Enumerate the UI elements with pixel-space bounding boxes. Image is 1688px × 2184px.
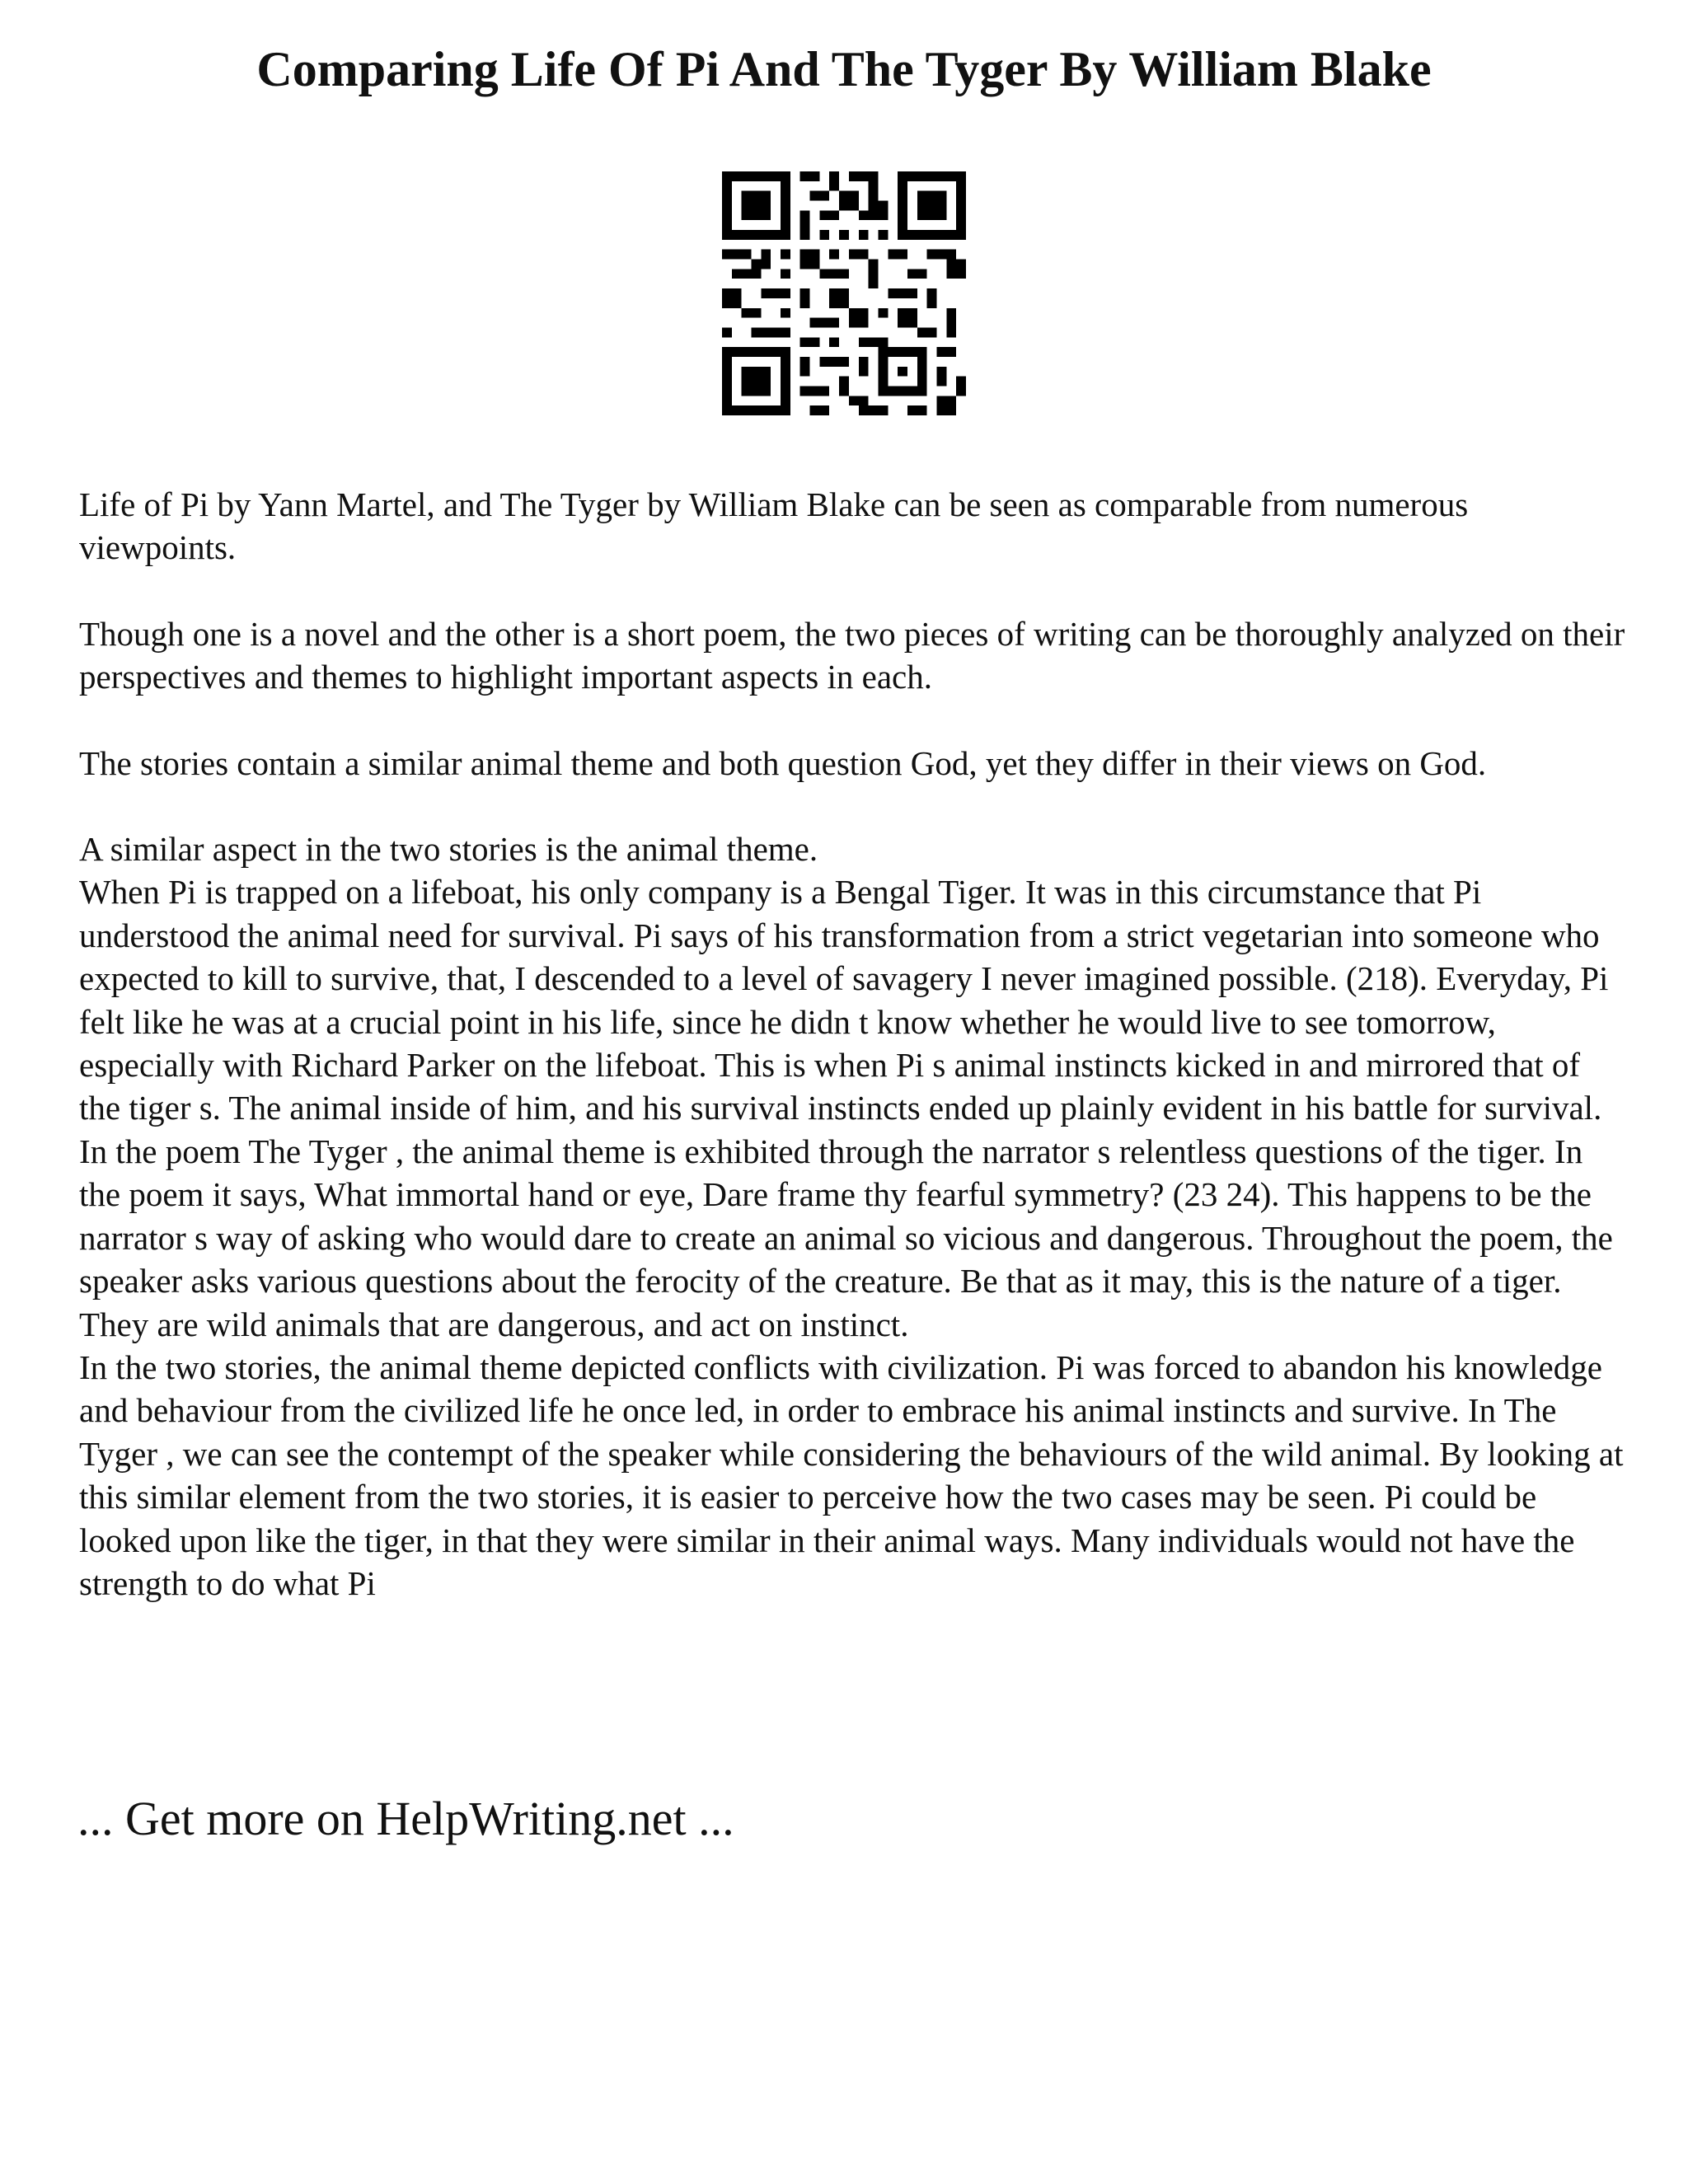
paragraph: The stories contain a similar animal theme and both question God, yet they differ in their views on God. [79, 743, 1487, 782]
paragraph: A similar aspect in the two stories is the animal theme. [79, 830, 818, 869]
qr-code-icon [722, 171, 966, 415]
paragraph: When Pi is trapped on a lifeboat, his only company is a Bengal Tiger. It was in this circumstance that Pi understood the animal need for survival. Pi says of his transformation from a strict vegetarian into someone who expected to kill to survive, that, I descended to a level of savagery I never imagined possible. (218). Everyday, Pi felt like he was at a crucial point in his life, since he didn t know whether he would live to see tomorrow, especially with Richard Parker on the lifeboat. This is when Pi s animal instincts kicked in and mirrored that of the tiger s. The animal inside of him, and his survival instincts ended up plainly evident in his battle for survival. [79, 873, 1609, 1127]
paragraph: Though one is a novel and the other is a short poem, the two pieces of writing can be thoroughly analyzed on their perspectives and themes to highlight important aspects in each. [79, 614, 1625, 696]
paragraph: In the poem The Tyger , the animal theme is exhibited through the narrator s relentless questions of the tiger. In the poem it says, What immortal hand or eye, Dare frame thy fearful symmetry? (23 24). This happens to be the narrator s way of asking who would dare to create an animal so vicious and dangerous. Throughout the poem, the speaker asks various questions about the ferocity of the creature. Be that as it may, this is the nature of a tiger. They are wild animals that are dangerous, and act on instinct. [79, 1132, 1613, 1343]
get-more-link[interactable]: ... Get more on HelpWriting.net ... [77, 1792, 734, 1845]
page-title: Comparing Life Of Pi And The Tyger By William Blake [256, 42, 1432, 96]
paragraph: Life of Pi by Yann Martel, and The Tyger by William Blake can be seen as comparable from numerous viewpoints. [79, 485, 1469, 567]
paragraph: In the two stories, the animal theme depicted conflicts with civilization. Pi was forced to abandon his knowledge and behaviour from the civilized life he once led, in order to embrace his animal instincts and survive. In The Tyger , we can see the contempt of the speaker while considering the behaviours of the wild animal. By looking at this similar element from the two stories, it is easier to perceive how the two cases may be seen. Pi could be looked upon like the tiger, in that they were similar in their animal ways. Many individuals would not have the strength to do what Pi [79, 1347, 1624, 1602]
essay-body [79, 483, 1629, 1605]
